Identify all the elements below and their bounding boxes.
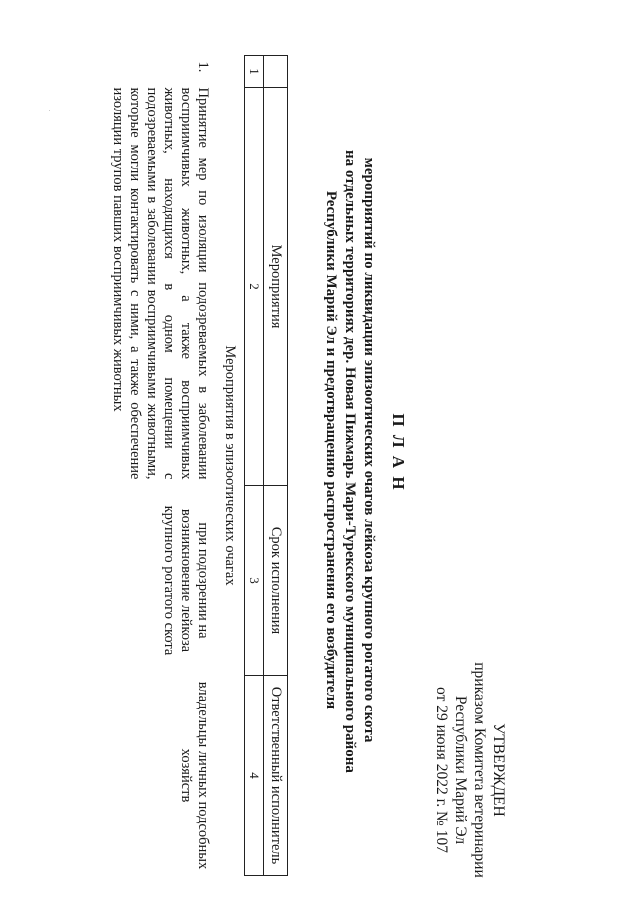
header-number [264,56,288,88]
column-number: 1 [245,56,264,88]
row-number: 1. [195,61,211,73]
approval-stamp [432,650,508,890]
row-measure: Принятие мер по изоляции подозреваемых в заболевании восприимчивых животных, а также восприимчивых животных, находящихся в одном помещении с подозреваемыми в заболевании восприимчивыми животными, которые могли контактировать с ними, а также обеспечение изоляции трупов павших восприимчивых животных [110,87,211,480]
subtitle-line-2: на отдельных территориях дер. Новая Пижмарь Мари-Турекского муниципального района [342,150,358,773]
row-deadline: при подозрении на возникновение лейкоза крупного рогатого скота [161,505,211,656]
subtitle-line-3: Республики Марий Эл и предотвращению распространения его возбудителя [323,190,339,710]
document-title: П Л А Н [389,413,408,492]
column-number: 3 [245,486,264,676]
approval-order: приказом Комитета ветеринарии [471,662,488,878]
section-row [215,56,245,876]
row-responsible: владельцы личных подсобных хозяйств [178,681,211,870]
approval-date: от 29 июня 2022 г. № 107 [433,687,450,853]
column-number-row [245,56,264,876]
header-measures: Мероприятия [264,88,288,486]
approval-region: Республики Марий Эл [452,695,469,845]
header-responsible: Ответственный исполнитель [264,676,288,876]
document-subtitle [321,150,378,773]
table-row [106,56,215,876]
scan-dot [49,110,50,111]
section-title: Мероприятия в эпизоотических очагах [215,56,245,876]
table-header-row [264,56,288,876]
subtitle-line-1: мероприятий по ликвидации эпизоотических очагов лейкоза крупного рогатого скота [361,157,377,743]
approval-heading: УТВЕРЖДЕН [490,723,507,817]
measures-table [106,55,288,876]
column-number: 4 [245,676,264,876]
header-deadline: Срок исполнения [264,486,288,676]
column-number: 2 [245,88,264,486]
